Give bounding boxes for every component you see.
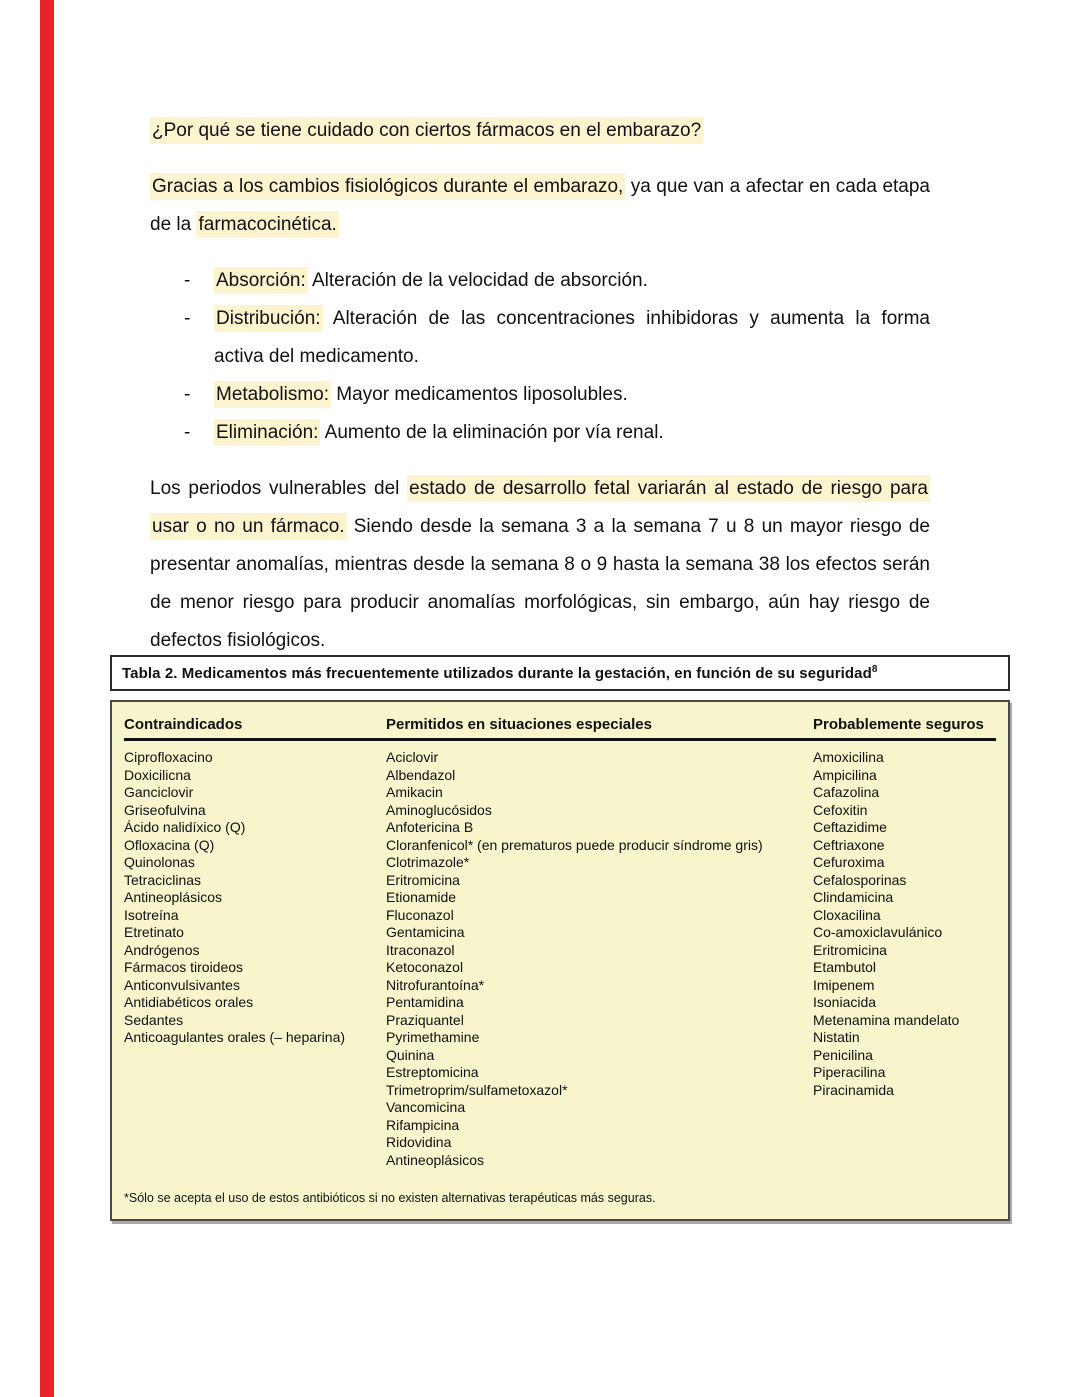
drug-item: Co-amoxiclavulánico xyxy=(813,924,943,940)
drug-item: Cefuroxima xyxy=(813,854,885,870)
red-margin-bar xyxy=(40,0,54,1397)
drug-item: Pyrimethamine xyxy=(386,1029,480,1045)
drug-item: Ampicilina xyxy=(813,766,877,783)
pharmacokinetics-list xyxy=(150,262,930,452)
drug-item: Cloxacilina xyxy=(813,906,881,923)
risk-paragraph xyxy=(150,470,930,660)
column-header-seguros: Probablemente seguros xyxy=(813,716,984,733)
intro-highlight-1: Gracias a los cambios fisiológicos durante el embarazo, xyxy=(150,173,625,200)
bullet-term: Distribución: xyxy=(214,305,323,332)
drug-item: Rifampicina xyxy=(386,1116,460,1133)
drug-item: Isotreína xyxy=(124,906,179,923)
drug-item: Vancomicina xyxy=(386,1099,466,1115)
list-item-eliminacion xyxy=(184,414,930,452)
drug-item: Piperacilina xyxy=(813,1064,886,1080)
risk-plain-1: Los periodos vulnerables del xyxy=(150,478,408,499)
bullet-text xyxy=(214,262,930,300)
table-columns xyxy=(124,741,996,1169)
drug-item: Estreptomicina xyxy=(386,1064,479,1080)
intro-paragraph xyxy=(150,168,930,244)
drug-item: Quinina xyxy=(386,1046,435,1063)
drug-item: Cefalosporinas xyxy=(813,871,907,888)
table-title-text: Tabla 2. Medicamentos más frecuentemente utilizados durante la gestación, en función de su seguridad xyxy=(122,665,872,682)
drug-item: Cloranfenicol* (en prematuros puede producir síndrome gris) xyxy=(386,836,763,853)
drug-item: Antineoplásicos xyxy=(386,1151,485,1168)
bullet-dash: - xyxy=(184,308,191,329)
drug-item: Etionamide xyxy=(386,889,457,905)
list-item-metabolismo xyxy=(184,376,930,414)
bullet-term: Metabolismo: xyxy=(214,381,331,408)
risk-highlight: estado de desarrollo fetal variarán al estado de riesgo para usar o no un fármaco. xyxy=(150,475,930,540)
document-content xyxy=(150,112,930,678)
drug-item: Anticonvulsivantes xyxy=(124,976,240,993)
drug-item: Clindamicina xyxy=(813,889,894,905)
table-footnote: *Sólo se acepta el uso de estos antibióticos si no existen alternativas terapéuticas más seguras. xyxy=(124,1191,656,1205)
drug-item: Ceftriaxone xyxy=(813,836,885,853)
drug-item: Nitrofurantoína* xyxy=(386,976,485,993)
list-item-absorcion xyxy=(184,262,930,300)
drug-item: Praziquantel xyxy=(386,1011,464,1028)
drug-item: Piracinamida xyxy=(813,1081,894,1098)
column-permitidos xyxy=(386,749,813,1169)
column-header-contraindicados: Contraindicados xyxy=(124,716,243,733)
bullet-term: Eliminación: xyxy=(214,419,320,446)
drug-item: Ciprofloxacino xyxy=(124,749,213,765)
bullet-dash: - xyxy=(184,270,191,291)
drug-item: Cefoxitin xyxy=(813,801,868,818)
drug-item: Penicilina xyxy=(813,1046,873,1063)
drug-item: Fluconazol xyxy=(386,906,454,923)
drug-item: Aminoglucósidos xyxy=(386,801,492,818)
table-2-medicamentos xyxy=(110,655,1010,1221)
drug-item: Ridovidina xyxy=(386,1134,452,1150)
drug-item: Trimetroprim/sulfametoxazol* xyxy=(386,1081,568,1098)
table-body xyxy=(110,700,1010,1221)
drug-item: Isoniacida xyxy=(813,994,877,1010)
drug-item: Antidiabéticos orales xyxy=(124,994,254,1010)
drug-item: Ofloxacina (Q) xyxy=(124,836,215,853)
bullet-rest: Mayor medicamentos liposolubles. xyxy=(331,384,628,405)
list-item-distribucion xyxy=(184,300,930,376)
drug-item: Quinolonas xyxy=(124,854,195,870)
question-heading xyxy=(150,112,930,150)
drug-item: Itraconazol xyxy=(386,941,455,958)
drug-item: Ácido nalidíxico (Q) xyxy=(124,819,246,835)
drug-item: Doxicilicna xyxy=(124,766,191,783)
risk-plain-2: Siendo desde la semana 3 a la semana 7 u 8 un mayor riesgo de presentar anomalías, mientras desde la semana 8 o 9 hasta la semana 38 los efectos serán de menor riesgo para producir anomalías morfológicas, sin embargo, aún hay riesgo de defectos fisiológicos. xyxy=(150,516,930,651)
drug-item: Albendazol xyxy=(386,766,456,783)
drug-item: Anfotericina B xyxy=(386,819,474,835)
drug-item: Gentamicina xyxy=(386,924,465,940)
bullet-text xyxy=(214,376,930,414)
drug-item: Aciclovir xyxy=(386,749,439,765)
bullet-rest: Alteración de las concentraciones inhibidoras y aumenta la forma activa del medicamento. xyxy=(214,308,930,367)
bullet-dash: - xyxy=(184,422,191,443)
drug-item: Eritromicina xyxy=(386,871,460,888)
column-header-permitidos: Permitidos en situaciones especiales xyxy=(386,716,652,733)
bullet-rest: Alteración de la velocidad de absorción. xyxy=(307,270,648,291)
drug-item: Ketoconazol xyxy=(386,959,464,975)
drug-item: Etretinato xyxy=(124,924,184,940)
column-contraindicados xyxy=(124,749,386,1169)
bullet-term: Absorción: xyxy=(214,267,308,294)
drug-item: Andrógenos xyxy=(124,941,200,958)
drug-item: Clotrimazole* xyxy=(386,854,470,870)
bullet-dash: - xyxy=(184,384,191,405)
drug-item: Cafazolina xyxy=(813,784,880,800)
intro-plain-text: ya que van a afectar en cada etapa de la xyxy=(150,176,930,235)
bullet-text xyxy=(214,414,930,452)
drug-item: Nistatin xyxy=(813,1029,860,1045)
drug-item: Pentamidina xyxy=(386,994,464,1010)
drug-item: Imipenem xyxy=(813,976,875,993)
drug-item: Antineoplásicos xyxy=(124,889,223,905)
drug-item: Sedantes xyxy=(124,1011,184,1028)
table-header-row xyxy=(124,712,996,741)
drug-item: Amoxicilina xyxy=(813,749,884,765)
question-heading-text: ¿Por qué se tiene cuidado con ciertos fármacos en el embarazo? xyxy=(150,117,703,144)
drug-item: Ceftazidime xyxy=(813,819,887,835)
drug-item: Ganciclovir xyxy=(124,784,194,800)
drug-item: Etambutol xyxy=(813,959,877,975)
table-title-citation: 8 xyxy=(871,664,878,675)
drug-item: Anticoagulantes orales (– heparina) xyxy=(124,1029,346,1045)
drug-item: Metenamina mandelato xyxy=(813,1011,960,1028)
drug-item: Fármacos tiroideos xyxy=(124,959,244,975)
drug-item: Tetraciclinas xyxy=(124,871,202,888)
drug-item: Eritromicina xyxy=(813,941,887,958)
table-title xyxy=(110,655,1010,691)
bullet-rest: Aumento de la eliminación por vía renal. xyxy=(320,422,664,443)
intro-highlight-2: farmacocinética. xyxy=(196,211,338,238)
bullet-text xyxy=(214,300,930,376)
drug-item: Amikacin xyxy=(386,784,443,800)
drug-item: Griseofulvina xyxy=(124,801,206,818)
column-seguros xyxy=(813,749,996,1169)
